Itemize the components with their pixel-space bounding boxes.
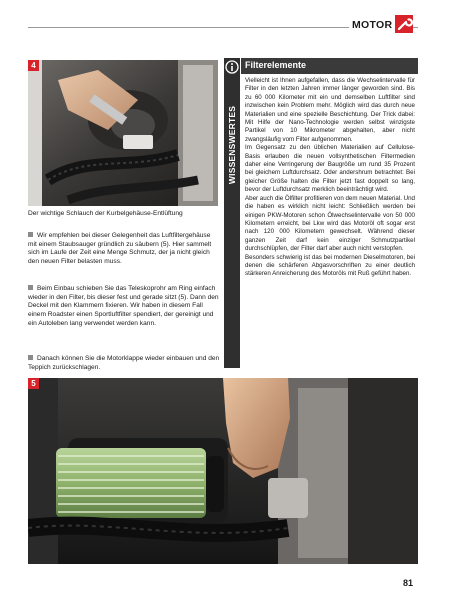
photo-caption: Der wichtige Schlauch der Kurbelgehäuse-Entlüftung: [28, 210, 183, 217]
paragraph-text: Beim Einbau schieben Sie das Teleskoprohr am Ring einfach wieder in den Filter, bis dieser fest und gerade sitzt (5). Dann den Deckel mit den Klammern fixieren. Wir haben in diesem Fall einem Roadster einen Sportluftfilter spendiert, der gereinigt und ein Autoleben lang verwendet werden kann.: [28, 285, 219, 327]
bullet-square: [28, 285, 33, 290]
paragraph-text: Wir empfehlen bei dieser Gelegenheit das Luftfiltergehäuse mit einem Staubsauger gründlich zu säubern (5). Hier sammelt sich im Laufe der Zeit eine Menge Schmutz, der ja nicht gleich den neuen Filter belasten muss.: [28, 232, 212, 266]
infobox-side-label: WISSENSWERTES: [227, 105, 237, 185]
infobox-paragraph: Aber auch die Ölfilter profitieren von dem neuen Material. Und die haben es wirklich nicht leicht: Schließlich werden bei einigen PKW-Motoren schon Ölwechselintervalle von 50 000 Kilometern erreicht, bei Lkw wird das Motoröl oft sogar erst nach 120 000 Kilometern gewechselt. Während dieser ganzen Zeit darf kein einziger Schmutzpartikel durchschlüpfen, der Filter darf aber auch nicht verstopfen.: [245, 194, 415, 253]
paragraph-finish: [28, 355, 220, 372]
paragraph-installation: [28, 285, 220, 329]
infobox-title: Filterelemente: [245, 60, 307, 70]
paragraph-text: Danach können Sie die Motorklappe wieder einbauen und den Teppich zurückschlagen.: [28, 355, 220, 371]
photo-air-filter: [28, 378, 418, 564]
infobox-title-bar: [241, 58, 418, 74]
infobox-body: [245, 77, 415, 279]
infobox-side-strip: [224, 58, 240, 368]
info-icon: [225, 60, 239, 74]
photo-engine-hose: [28, 60, 218, 206]
wrench-icon: [395, 15, 413, 33]
page-number: 81: [403, 578, 414, 588]
photo-number-badge: 5: [28, 378, 39, 389]
infobox-paragraph: Besonders schwierig ist das bei modernen Dieselmotoren, bei denen die schärferen Abgasvorschriften zu einer deutlich stärkeren Anreicherung des Motoröls mit Ruß geführt haben.: [245, 253, 415, 278]
photo-number-badge: 4: [28, 60, 39, 71]
infobox-paragraph: Im Gegensatz zu den üblichen Materialien auf Cellulose-Basis erlauben die neuen vollsynthetischen Filtermedien daher eine Verringerung der Baugröße um rund 35 Prozent bei gleichem Luftdurchsatz. Oder andershrum betrachtet: Bei gleicher Größe halten die Filter jetzt fast doppelt so lang, bevor der Luftdurchsatz merklich beeinträchtigt wird.: [245, 144, 415, 194]
bullet-square: [28, 232, 33, 237]
section-label: MOTOR: [349, 19, 395, 31]
infobox-paragraph: Vielleicht ist Ihnen aufgefallen, dass die Wechselintervalle für Filter in den letzten Jahren immer länger geworden sind. Bis zu 60 000 Kilometer mit ein und demselben Luftfilter sind inzwischen kein Problem mehr. Möglich wird das durch neue Materialien und eine spezielle Beschichtung. Der Trick dabei: Mit Hilfe der Nano-Technologie werden selbst winzigste Partikel von 10 Mikrometer abgehalten, aber nicht zwangsläufig vom Filter aufgenommen.: [245, 77, 415, 143]
bullet-square: [28, 355, 33, 360]
paragraph-cleaning: [28, 232, 220, 267]
